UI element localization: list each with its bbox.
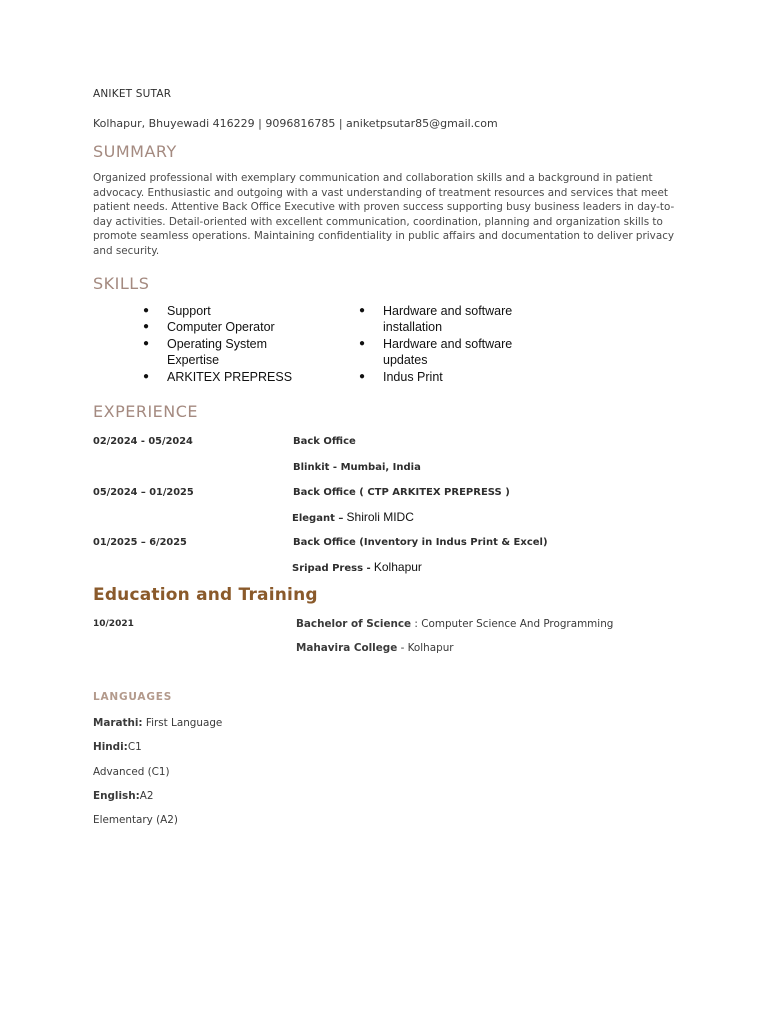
education-heading: Education and Training bbox=[93, 585, 318, 605]
experience-heading: EXPERIENCE bbox=[93, 402, 199, 421]
skills-list-right bbox=[356, 303, 536, 385]
experience-role: Back Office ( CTP ARKITEX PREPRESS ) bbox=[293, 487, 510, 498]
skill-item: ● Computer Operator bbox=[143, 320, 275, 335]
skill-item: ● ARKITEX PREPRESS bbox=[143, 369, 293, 384]
language-item: English:A2 bbox=[93, 790, 154, 802]
skill-item: ● Hardware and software updates bbox=[359, 336, 513, 368]
skill-item: ● Operating System Expertise bbox=[143, 336, 268, 368]
language-item: Hindi:C1 bbox=[93, 741, 142, 753]
skill-item: ● Hardware and software installation bbox=[359, 304, 513, 335]
summary-text: Organized professional with exemplary communication and collaboration skills and a background in patient advocacy. Enthusiastic and outgoing with a vast understanding of treatment resources and services that meet patient needs. Attentive Back Office Executive with proven success supporting busy business leaders in day-to-day activities. Detail-oriented with excellent communication, coordination, planning and organization skills to promote seamless operations. Maintaining confidentiality in public affairs and documentation to deliver privacy and security. bbox=[93, 172, 675, 257]
skill-item: ● Indus Print bbox=[359, 369, 443, 384]
language-item: Marathi: First Language bbox=[93, 717, 223, 729]
experience-company: Blinkit - Mumbai, India bbox=[293, 462, 421, 473]
experience-dates: 01/2025 – 6/2025 bbox=[93, 537, 187, 548]
bullet-icon: ● bbox=[143, 370, 150, 382]
experience-role: Back Office bbox=[293, 436, 356, 447]
bullet-icon: ● bbox=[143, 305, 150, 316]
skills-heading: SKILLS bbox=[93, 274, 150, 293]
education-degree: Bachelor of Science : Computer Science And Programming bbox=[296, 618, 614, 630]
bullet-icon: ● bbox=[143, 337, 150, 349]
languages-heading: LANGUAGES bbox=[93, 691, 173, 703]
skills-list-left bbox=[140, 303, 310, 385]
experience-dates: 02/2024 - 05/2024 bbox=[93, 436, 193, 447]
skill-item: ● Support bbox=[143, 304, 211, 318]
experience-company: Elegant – Shiroli MIDC bbox=[292, 510, 414, 524]
education-college: Mahavira College - Kolhapur bbox=[296, 642, 454, 654]
candidate-name: ANIKET SUTAR bbox=[93, 88, 172, 100]
experience-company: Sripad Press - Kolhapur bbox=[292, 560, 422, 574]
experience-role: Back Office (Inventory in Indus Print & Excel) bbox=[293, 537, 548, 548]
language-level: Advanced (C1) bbox=[93, 766, 170, 778]
bullet-icon: ● bbox=[359, 370, 366, 382]
bullet-icon: ● bbox=[359, 305, 366, 316]
bullet-icon: ● bbox=[143, 321, 150, 333]
experience-dates: 05/2024 – 01/2025 bbox=[93, 487, 194, 498]
education-date: 10/2021 bbox=[93, 619, 134, 629]
contact-line: Kolhapur, Bhuyewadi 416229 | 9096816785 | aniketpsutar85@gmail.com bbox=[93, 117, 498, 130]
language-level: Elementary (A2) bbox=[93, 814, 178, 826]
summary-heading: SUMMARY bbox=[93, 142, 177, 161]
bullet-icon: ● bbox=[359, 337, 366, 349]
